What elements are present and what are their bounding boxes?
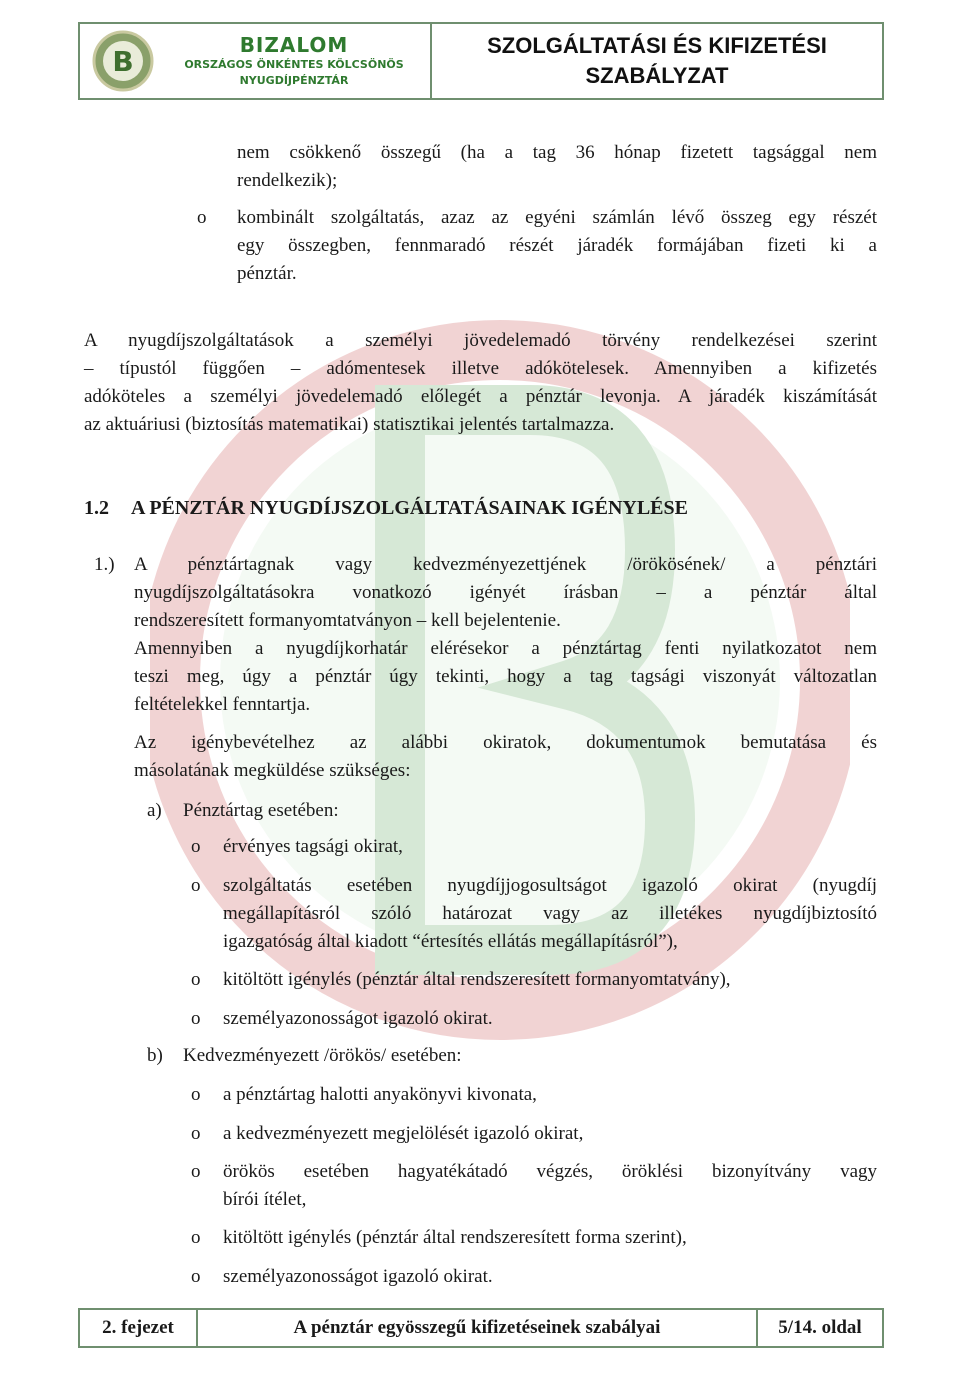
header-brand-block [80,24,432,98]
list-item: érvényes tagsági okirat, [223,836,403,857]
list-item: a pénztártag halotti anyakönyvi kivonata, [223,1084,537,1105]
footer-chapter-title: A pénztár egyösszegű kifizetéseinek szabályai [198,1310,758,1346]
bullet-marker: o [191,969,201,990]
brand-subtitle-2: NYUGDÍJPÉNZTÁR [239,74,349,87]
paragraph-line: – típustól függően – adómentesek illetve adókötelesek. Amennyiben a kifizetés [84,358,877,379]
list-item-line: pénztár. [237,263,297,284]
list-item: kitöltött igénylés (pénztár által rendszeresített formanyomtatvány), [223,969,731,990]
bullet-marker: o [191,1227,201,1248]
bullet-marker: o [191,1266,201,1287]
brand-name: BIZALOM [239,33,349,57]
sublist-label: b) [147,1045,163,1066]
paragraph-line: nyugdíjszolgáltatásokra vonatkozó igényét írásban – a pénztár által [134,582,877,603]
paragraph-line: rendszeresített formanyomtatványon – kell bejelentenie. [134,610,561,631]
list-item-line: igazgatóság által kiadott “értesítés ellátás megállapításról”), [223,931,678,952]
section-number: 1.2 [84,497,109,519]
document-title-line-2: SZABÁLYZAT [585,63,729,88]
continued-item-line: nem csökkenő összegű (ha a tag 36 hónap fizetett tagsággal nem [237,142,877,163]
list-item-line: megállapításról szóló határozat vagy az illetékes nyugdíjbiztosító [223,903,877,924]
sublist-title: Pénztártag esetében: [183,800,339,821]
continued-item-line: rendelkezik); [237,170,338,191]
section-heading [84,494,688,522]
brand-subtitle-1: ORSZÁGOS ÖNKÉNTES KÖLCSÖNÖS [184,58,404,71]
list-item-line: egy összegben, fennmaradó részét járadék formájában fizeti ki a [237,235,877,256]
bullet-marker: o [191,836,201,857]
bullet-marker: o [191,875,201,896]
document-title-line-1: SZOLGÁLTATÁSI ÉS KIFIZETÉSI [487,33,827,58]
paragraph-number: 1.) [94,554,115,575]
logo-letter: B [112,45,134,78]
paragraph-line: másolatának megküldése szükséges: [134,760,411,781]
bullet-marker: o [191,1161,201,1182]
bullet-marker: o [191,1008,201,1029]
paragraph-line: adóköteles a személyi jövedelemadó előlegét a pénztár levonja. A járadék kiszámítását [84,386,877,407]
paragraph-line: teszi meg, úgy a pénztár úgy tekinti, hogy a tag tagsági viszonyát változatlan [134,666,877,687]
document-title [432,24,882,98]
bizalom-logo [92,30,154,92]
paragraph-line: Amennyiben a nyugdíjkorhatár elérésekor a pénztártag fenti nyilatkozatot nem [134,638,877,659]
bullet-marker: o [197,207,207,228]
paragraph-line: feltételekkel fenntartja. [134,694,311,715]
bullet-marker: o [191,1123,201,1144]
list-item-line: kombinált szolgáltatás, azaz az egyéni számlán lévő összeg egy részét [237,207,877,228]
list-item-line: örökös esetében hagyatékátadó végzés, öröklési bizonyítvány vagy [223,1161,877,1182]
list-item-line: szolgáltatás esetében nyugdíjjogosultságot igazoló okirat (nyugdíj [223,875,877,896]
paragraph-line: A pénztártagnak vagy kedvezményezettjének /örökösének/ a pénztári [134,554,877,575]
sublist-title: Kedvezményezett /örökös/ esetében: [183,1045,462,1066]
bullet-marker: o [191,1084,201,1105]
list-item: a kedvezményezett megjelölését igazoló okirat, [223,1123,584,1144]
page-header [78,22,884,100]
paragraph-line: az aktuáriusi (biztosítás matematikai) statisztikai jelentés tartalmazza. [84,414,615,435]
list-item: személyazonosságot igazoló okirat. [223,1008,493,1029]
page-footer [78,1308,884,1348]
sublist-label: a) [147,800,162,821]
paragraph-line: Az igénybevételhez az alábbi okiratok, dokumentumok bemutatása és [134,732,877,753]
list-item: személyazonosságot igazoló okirat. [223,1266,493,1287]
footer-page-number: 5/14. oldal [778,1317,862,1338]
list-item: kitöltött igénylés (pénztár által rendszeresített forma szerint), [223,1227,687,1248]
paragraph-line: A nyugdíjszolgáltatások a személyi jövedelemadó törvény rendelkezései szerint [84,330,877,351]
footer-chapter: 2. fejezet [80,1310,198,1346]
list-item-line: bírói ítélet, [223,1189,307,1210]
section-title: A PÉNZTÁR NYUGDÍJSZOLGÁLTATÁSAINAK IGÉNYLÉSE [131,497,688,519]
